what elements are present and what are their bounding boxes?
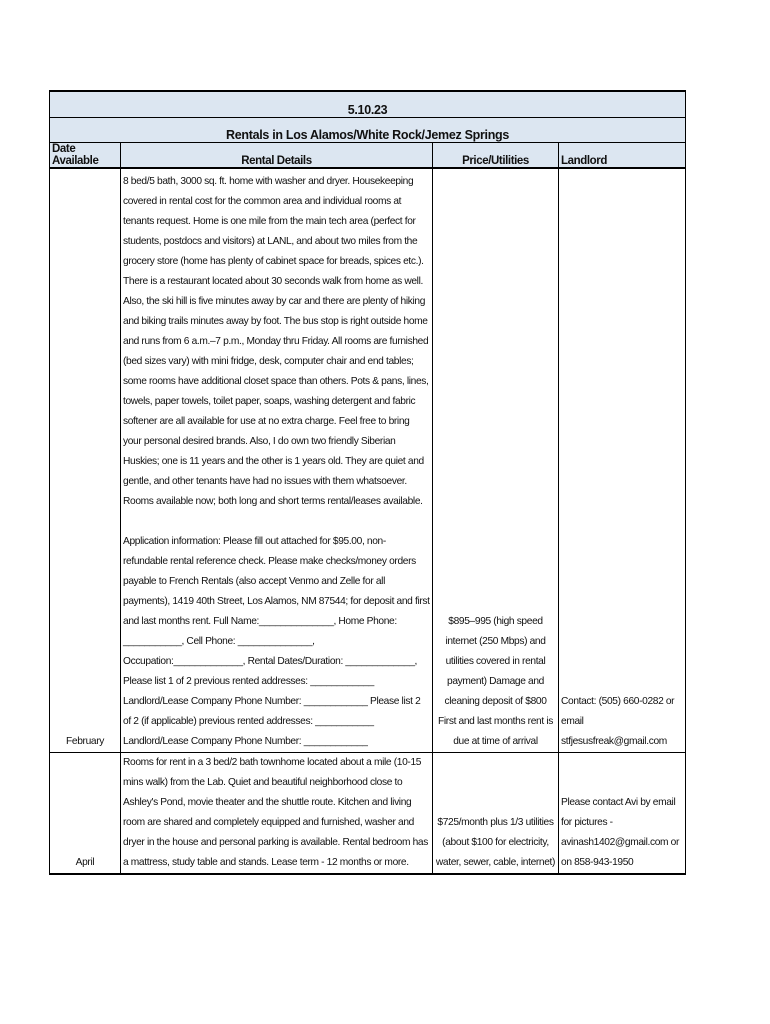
row-date: April: [50, 753, 121, 875]
row-landlord: Please contact Avi by email for pictures - avinash1402@gmail.com or on 858-943-1950: [559, 753, 686, 875]
row-date: February: [50, 168, 121, 753]
table-row: [50, 168, 686, 753]
rentals-table: [49, 90, 686, 875]
row-details: [121, 168, 433, 753]
sheet-date: 5.10.23: [50, 91, 686, 118]
column-header-details: Rental Details: [121, 143, 433, 169]
details-paragraph: 8 bed/5 bath, 3000 sq. ft. home with washer and dryer. Housekeeping covered in rental cost for the common area and individual rooms at tenants request. Home is one mile from the main tech area (perfect for students, postdocs and visitors) at LANL, and about two miles from the grocery store (home has plenty of cabinet space for breads, spices etc.). There is a restaurant located about 30 seconds walk from home as well. Also, the ski hill is five minutes away by car and there are plenty of hiking and biking trails minutes away by foot. The bus stop is right outside home and runs from 6 a.m.–7 p.m., Monday thru Friday. All rooms are furnished (bed sizes vary) with mini fridge, desk, computer chair and end tables; some rooms have additional closet space than others. Pots & pans, lines, towels, paper towels, toilet paper, soaps, washing detergent and fabric softener are all available for use at no extra charge. Feel free to bring your personal desired brands. Also, I do own two friendly Siberian Huskies; one is 11 years and the other is 1 years old. They are quiet and gentle, and other tenants have had no issues with them whatsoever. Rooms available now; both long and short terms rental/leases available.: [123, 176, 429, 507]
column-header-date: Date Available: [50, 143, 121, 169]
column-header-row: [50, 143, 686, 169]
application-info-paragraph: Application information: Please fill out attached for $95.00, non-refundable rental reference check. Please make checks/money orders payable to French Rentals (also accept Venmo and Zelle for all payments), 1419 40th Street, Los Alamos, NM 87544; for deposit and first and last months rent. Full Name:______________, Home Phone: ___________, Cell Phone: ______________, Occupation:_____________, Rental Dates/Duration: _____________, Please list 1 of 2 previous rented addresses: ____________ Landlord/Lease Company Phone Number: ____________ Please list 2 of 2 (if applicable) previous rented addresses: ___________ Landlord/Lease Company Phone Number: ____________: [123, 536, 430, 747]
column-header-landlord: Landlord: [559, 143, 686, 169]
row-details: Rooms for rent in a 3 bed/2 bath townhome located about a mile (10-15 mins walk) from the Lab. Quiet and beautiful neighborhood close to Ashley's Pond, movie theater and the shuttle route. Kitchen and living room are shared and completely equipped and furnished, washer and dryer in the house and personal parking is available. Rental bedroom has a mattress, study table and stands. Lease term - 12 months or more.: [121, 753, 433, 875]
row-price: $895–995 (high speed internet (250 Mbps) and utilities covered in rental payment) Damage and cleaning deposit of $800 First and last months rent is due at time of arrival: [433, 168, 559, 753]
row-price: $725/month plus 1/3 utilities (about $100 for electricity, water, sewer, cable, internet): [433, 753, 559, 875]
rentals-sheet: [49, 90, 685, 875]
sheet-title: Rentals in Los Alamos/White Rock/Jemez Springs: [50, 118, 686, 143]
table-row: [50, 753, 686, 875]
row-landlord: Contact: (505) 660-0282 or email stfjesusfreak@gmail.com: [559, 168, 686, 753]
column-header-price: Price/Utilities: [433, 143, 559, 169]
